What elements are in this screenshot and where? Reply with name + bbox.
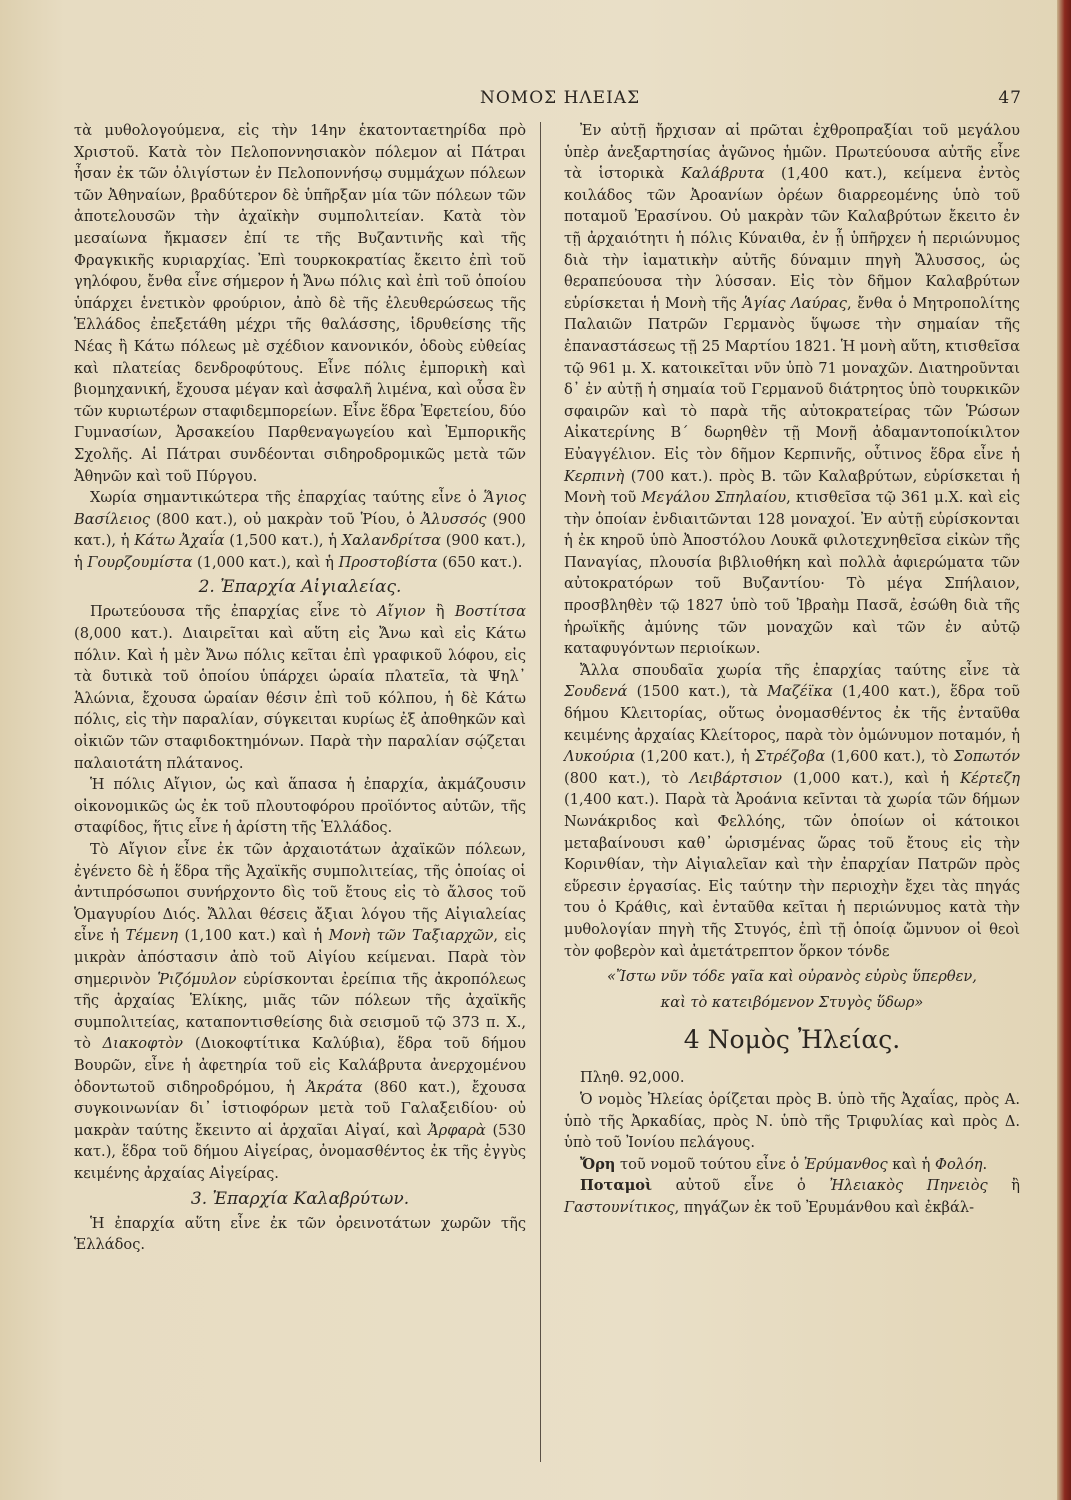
paragraph: Ἡ πόλις Αἴγιον, ὡς καὶ ἅπασα ἡ ἐπαρχία, ἀκμάζουσιν οἰκονομικῶς ὡς ἐκ τοῦ πλουτοφόρου προϊόντος αὐτῶν, τῆς σταφίδος, ἥτις εἶνε ἡ ἀρίστη τῆς Ἑλλάδος.: [74, 776, 526, 837]
text: Χωρία σημαντικώτερα τῆς ἐπαρχίας ταύτης εἶνε ὁ: [90, 489, 484, 507]
place-name: Λειβάρτσιον: [689, 769, 782, 787]
population-line: Πληθ. 92,000.: [580, 1069, 685, 1087]
section-heading: 2. Ἐπαρχία Αἰγιαλείας.: [198, 577, 402, 598]
text: (1,400 κατ.), ἕδρα τοῦ δήμου Κλειτορίας, οὕτως ὀνομασθέντος ἐκ τῆς ἐνταῦθα κειμένης ἀρχαίας Κλείτορος, παρὰ τὸν ὁμώνυμον ποταμόν, ἡ: [564, 683, 1020, 744]
place-name: Ἀκράτα: [306, 1078, 363, 1096]
text: , κτισθεῖσα τῷ 361 μ.Χ. καὶ εἰς τὴν ὁποίαν ἐνδιαιτῶνται 128 μοναχοί. Ἐν αὐτῇ εὑρίσκονται ἡ ἐκ κηροῦ ὑπὸ Ἀποστόλου Λουκᾶ φιλοτεχνηθεῖσα εἰκὼν τῆς Παναγίας, πλουσία βιβλιοθήκη καὶ πολλὰ ἀφιερώματα τῶν αὐτοκρατόρων τοῦ Βυζαντίου· Τὸ μέγα Σπήλαιον, προσβληθὲν τῷ 1827 ὑπὸ τοῦ Ἰβραὴμ Πασᾶ, ἐσώθη διὰ τῆς ἡρωϊκῆς ἀμύνης τῶν μοναχῶν καὶ τῶν ἐν αὐτῷ καταφυγόντων περιοίκων.: [564, 489, 1020, 658]
place-name: Μονὴ τῶν Ταξιαρχῶν: [328, 927, 494, 945]
text: (800 κατ.), τὸ: [564, 769, 690, 787]
place-name: Σοπωτόν: [953, 748, 1020, 766]
text: (1,500 κατ.), ἡ: [224, 532, 342, 550]
place-name: Ἠλειακὸς Πηνειὸς: [829, 1177, 988, 1195]
place-name: Ἐρύμανθος: [803, 1155, 888, 1173]
text: Τὸ Αἴγιον εἶνε ἐκ τῶν ἀρχαιοτάτων ἀχαϊκῶν πόλεων, ἐγένετο δὲ ἡ ἕδρα τῆς Ἀχαϊκῆς συμπολιτείας, τῆς ὁποίας οἱ ἀντιπρόσωποι συνήρχοντο δὶς τοῦ ἔτους εἰς τὸ ἄλσος τοῦ Ὁμαγυρίου Διός. Ἄλλαι θέσεις ἄξιαι λόγου τῆς Αἰγιαλείας εἶνε ἡ: [74, 841, 526, 945]
place-name: Ἀρφαρὰ: [428, 1121, 486, 1139]
text: (650 κατ.).: [437, 553, 523, 571]
text: , πηγάζων ἐκ τοῦ Ἐρυμάνθου καὶ ἐκβάλ-: [674, 1198, 975, 1216]
text: (700 κατ.). πρὸς Β. τῶν Καλαβρύτων, εὑρίσκεται ἡ Μονὴ τοῦ: [564, 467, 1020, 507]
chapter-heading: 4 Νομὸς Ἠλείας.: [683, 1025, 901, 1055]
text: (530 κατ.), ἕδρα τοῦ δήμου Αἰγείρας, ὀνομασθέντος ἐκ τῆς ἐγγὺς κειμένης ἀρχαίας Αἰγείρας.: [74, 1121, 527, 1182]
paragraph: Ὁ νομὸς Ἠλείας ὁρίζεται πρὸς Β. ὑπὸ τῆς Ἀχαΐας, πρὸς Α. ὑπὸ τῆς Ἀρκαδίας, πρὸς Ν. ὑπὸ τῆς Τριφυλίας καὶ πρὸς Δ. ὑπὸ τοῦ Ἰονίου πελάγους.: [564, 1090, 1020, 1152]
text: (1,200 κατ.), ἡ: [634, 748, 756, 766]
place-name: Προστοβίστα: [338, 553, 438, 571]
text: Πρωτεύουσα τῆς ἐπαρχίας εἶνε τὸ: [90, 603, 377, 621]
place-name: Σουδενά: [564, 683, 628, 701]
keyword: Ὄρη: [580, 1155, 616, 1173]
paragraph: [564, 120, 1020, 660]
text: (1,100 κατ.) καὶ ἡ: [177, 927, 329, 945]
place-name: Κάτω Ἀχαΐα: [134, 532, 225, 550]
text: , εἰς μικρὰν ἀπόστασιν ἀπὸ τοῦ Αἰγίου κείμεναι. Παρὰ τὸν σημερινὸν: [74, 927, 526, 988]
text: .: [982, 1155, 988, 1173]
place-name: Ἀλυσσός: [420, 510, 487, 528]
text: (1,600 κατ.), τὸ: [825, 748, 954, 766]
paragraph: [74, 839, 526, 1185]
text: ἢ: [425, 603, 455, 621]
paragraph: [74, 487, 526, 573]
text: Ἄλλα σπουδαῖα χωρία τῆς ἐπαρχίας ταύτης εἶνε τὰ: [580, 661, 1020, 679]
right-column: [564, 120, 1020, 1219]
text: (1,400 κατ.). Παρὰ τὰ Ἀροάνια κεῖνται τὰ χωρία τῶν δήμων Νωνάκριδος καὶ Φελλόης, τῶν ὁποίων οἱ κάτοικοι μεταβαίνουσι καθ᾽ ὡρισμένας ὥρας τοῦ ἔτους εἰς τὴν Κορινθίαν, τὴν Αἰγιαλεῖαν καὶ τὴν ἐπαρχίαν Πατρῶν πρὸς εὕρεσιν ἐργασίας. Εἰς ταύτην τὴν περιοχὴν ἔχει τὰς πηγάς του ὁ Κράθις, καὶ ἐνταῦθα κεῖται ἡ περιώνυμος κατὰ τὴν μυθολογίαν πηγὴ τῆς Στυγός, ἐπὶ τῇ ὁποίᾳ ὤμνυον οἱ θεοὶ τὸν φοβερὸν καὶ ἀμετάτρεπτον ὅρκον τόνδε: [564, 791, 1020, 960]
place-name: Γουρζουμίστα: [87, 553, 193, 571]
place-name: Καλάβρυτα: [680, 165, 765, 183]
place-name: Κέρτεζη: [960, 769, 1020, 787]
text: τοῦ νομοῦ τούτου εἶνε ὁ: [615, 1155, 804, 1173]
place-name: Λυκούρια: [564, 748, 635, 766]
page-number: 47: [998, 88, 1022, 108]
paragraph: [564, 1154, 1020, 1176]
place-name: Μεγάλου Σπηλαίου: [641, 489, 787, 507]
keyword: Ποταμοὶ: [580, 1177, 653, 1195]
text: Ἐν αὐτῇ ἤρχισαν αἱ πρῶται ἐχθροπραξίαι τοῦ μεγάλου ὑπὲρ ἀνεξαρτησίας ἀγῶνος ἡμῶν. Πρωτεύουσα αὐτῆς εἶνε τὰ ἱστορικὰ: [564, 122, 1020, 183]
place-name: Στρέζοβα: [755, 748, 826, 766]
text: (8,000 κατ.). Διαιρεῖται καὶ αὕτη εἰς Ἄνω καὶ εἰς Κάτω πόλιν. Καὶ ἡ μὲν Ἄνω πόλις κεῖται ἐπὶ γραφικοῦ λόφου, εἰς τὰ δυτικὰ τοῦ ὁποίου ὑπάρχει ὡραία πλατεῖα, τὰ Ψηλ᾽ Ἁλώνια, ἔχουσα ὡραίαν θέσιν ἐπὶ τοῦ κόλπου, ἡ δὲ Κάτω πόλις, εἰς τὴν παραλίαν, σύγκειται κυρίως ἐξ ἀποθηκῶν καὶ οἰκιῶν τῶν σταφιδοκτημόνων. Παρὰ τὴν παραλίαν σῴζεται παλαιοτάτη πλάτανος.: [74, 625, 526, 772]
text: (860 κατ.), ἔχουσα συγκοινωνίαν δι᾽ ἱστιοφόρων μετὰ τοῦ Γαλαξειδίου· οὐ μακρὰν ταύτης ἔκειντο αἱ ἀρχαῖαι Αἰγαί, καὶ: [74, 1078, 527, 1139]
place-name: Μαζέϊκα: [767, 683, 833, 701]
text: εὑρίσκονται ἐρείπια τῆς ἀκροπόλεως τῆς ἀρχαίας Ἑλίκης, μιᾶς τῶν πόλεων τῆς ἀχαϊκῆς συμπολιτείας, καταποντισθείσης διὰ σεισμοῦ τῷ 373 π. Χ., τὸ: [74, 970, 526, 1053]
place-name: Χαλανδρίτσα: [341, 532, 441, 550]
left-column: [74, 120, 526, 1256]
paragraph: [564, 1175, 1020, 1218]
book-edge: [1057, 0, 1071, 1500]
place-name: Αἴγιον: [376, 603, 426, 621]
running-head: [70, 88, 1030, 114]
place-name: Τέμενη: [125, 927, 178, 945]
text: (1500 κατ.), τὰ: [627, 683, 768, 701]
text: (Διοκοφτίτικα Καλύβια), ἕδρα τοῦ δήμου Βουρῶν, εἶνε ἡ ἀφετηρία τοῦ εἰς Καλάβρυτα ἀνερχομένου ὀδοντωτοῦ σιδηροδρόμου, ἡ: [74, 1035, 526, 1096]
page-title: ΝΟΜΟΣ ΗΛΕΙΑΣ: [480, 88, 641, 108]
text: (800 κατ.), οὐ μακρὰν τοῦ Ῥίου, ὁ: [150, 510, 421, 528]
place-name: Διακοφτὸν: [102, 1035, 184, 1053]
verse-line: καὶ τὸ κατειβόμενον Στυγὸς ὕδωρ»: [660, 993, 924, 1011]
text: (900 κατ.), ἡ: [74, 532, 527, 571]
text: ἢ: [987, 1177, 1021, 1195]
text: (900 κατ.), ἡ: [74, 510, 526, 550]
text: , ἔνθα ὁ Μητροπολίτης Παλαιῶν Πατρῶν Γερμανὸς ὕψωσε τὴν σημαίαν τῆς ἐπαναστάσεως τῇ 25 Μαρτίου 1821. Ἡ μονὴ αὕτη, κτισθεῖσα τῷ 961 μ. Χ. κατοικεῖται νῦν ὑπὸ 71 μοναχῶν. Διατηροῦνται δ᾽ ἐν αὐτῇ ἡ σημαία τοῦ Γερμανοῦ διάτρητος ὑπὸ τουρκικῶν σφαιρῶν καὶ τὸ παρὰ τῆς αὐτοκρατείρας τῶν Ῥώσων Αἰκατερίνης Β´ δωρηθὲν τῇ Μονῇ ἀδαμαντοποίκιλτον Εὐαγγέλιον. Εἰς τὸν δῆμον Κερπινῆς, οὗτινος ἕδρα εἶνε ἡ: [564, 294, 1020, 463]
text: (1,000 κατ.), καὶ ἡ: [192, 553, 339, 571]
text: καὶ ἡ: [887, 1155, 935, 1173]
text: (1,000 κατ.), καὶ ἡ: [781, 769, 961, 787]
place-name: Φολόη: [934, 1155, 983, 1173]
text: αὐτοῦ εἶνε ὁ: [652, 1177, 830, 1195]
section-heading: 3. Ἐπαρχία Καλαβρύτων.: [190, 1188, 410, 1209]
verse-line: «Ἴστω νῦν τόδε γαῖα καὶ οὐρανὸς εὐρὺς ὕπερθεν,: [607, 968, 977, 986]
paragraph: τὰ μυθολογούμενα, εἰς τὴν 14ην ἑκατονταετηρίδα πρὸ Χριστοῦ. Κατὰ τὸν Πελοποννησιακὸν πόλεμον αἱ Πάτραι ἦσαν ἐκ τῶν ὀλιγίστων ἐν Πελοποννήσῳ συμμάχων πόλεων τῶν Ἀθηναίων, βραδύτερον δὲ ὑπῆρξαν μία τῶν πόλεων τῶν ἀποτελουσῶν τὴν ἀχαϊκὴν συμπολιτείαν. Κατὰ τὸν μεσαίωνα ἤκμασεν ἐπί τε τῆς Βυζαντινῆς καὶ τῆς Φραγκικῆς κυριαρχίας. Ἐπὶ τουρκοκρατίας ἔκειτο ἐπὶ τοῦ γηλόφου, ἔνθα εἶνε σήμερον ἡ Ἄνω πόλις καὶ ἐπὶ τοῦ ὁποίου ὑπάρχει ἑνετικὸν φρούριον, ἀπὸ δὲ τῆς ἐλευθερώσεως τῆς Ἑλλάδος ἐπεξετάθη μέχρι τῆς θαλάσσης, ἱδρυθείσης τῆς Νέας ἢ Κάτω πόλεως μὲ σχέδιον κανονικόν, ὁδοὺς εὐθείας καὶ πλατείας δενδροφύτους. Εἶνε πόλις ἐμπορικὴ καὶ βιομηχανική, ἔχουσα μέγαν καὶ ἀσφαλῆ λιμένα, καὶ οὖσα ἓν τῶν κυριωτέρων σταφιδεμπορείων. Εἶνε ἕδρα Ἐφετείου, δύο Γυμνασίων, Ἀρσακείου Παρθεναγωγείου καὶ Ἐμπορικῆς Σχολῆς. Αἱ Πάτραι συνδέονται σιδηροδρομικῶς μετὰ τῶν Ἀθηνῶν καὶ τοῦ Πύργου.: [74, 122, 526, 485]
text: (1,400 κατ.), κείμενα ἐντὸς κοιλάδος τῶν Ἀροανίων ὀρέων διαρρεομένης ὑπὸ τοῦ ποταμοῦ Ἐρασίνου. Οὐ μακρὰν τῶν Καλαβρύτων ἔκειτο ἐν τῇ ἀρχαιότητι ἡ πόλις Κύναιθα, ἐν ᾗ ὑπῆρχεν ἡ περιώνυμος διὰ τὴν ἰαματικὴν αὐτῆς δύναμιν πηγὴ Ἄλυσσος, ὡς θεραπεύουσα τὴν λύσσαν. Εἰς τὸν δῆμον Καλαβρύτων εὑρίσκεται ἡ Μονὴ τῆς: [564, 165, 1021, 312]
place-name: Ἁγίας Λαύρας: [742, 294, 847, 312]
place-name: Γαστουνίτικος: [564, 1198, 675, 1216]
paragraph: [564, 660, 1020, 962]
paragraph: Ἡ ἐπαρχία αὕτη εἶνε ἐκ τῶν ὀρεινοτάτων χωρῶν τῆς Ἑλλάδος.: [74, 1214, 526, 1254]
place-name: Βοστίτσα: [454, 603, 526, 621]
column-divider: [540, 122, 541, 1462]
place-name: Ῥιζόμυλον: [157, 970, 237, 988]
paragraph: [74, 601, 526, 774]
place-name: Κερπινὴ: [564, 467, 625, 485]
place-name: Ἅγιος Βασίλειος: [74, 489, 526, 528]
